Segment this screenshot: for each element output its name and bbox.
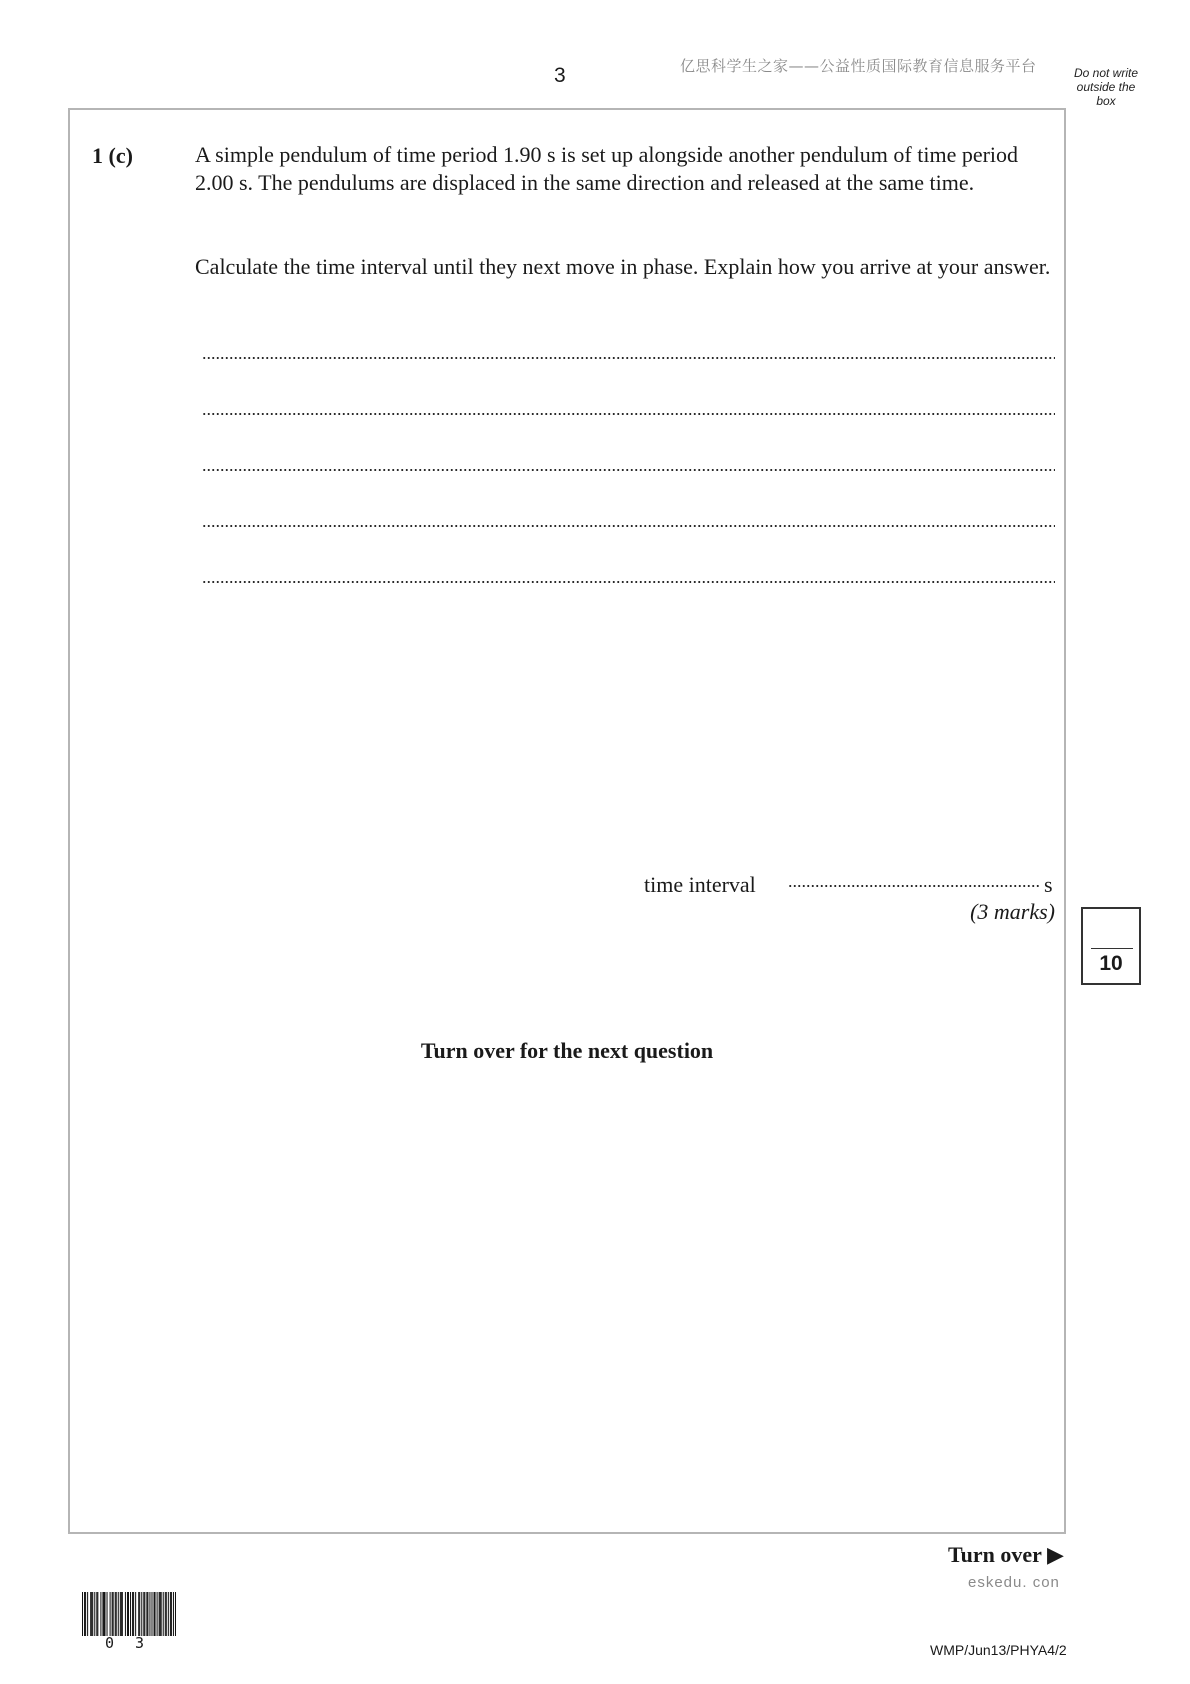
page-code: 0 3: [105, 1634, 151, 1652]
answer-line[interactable]: [202, 355, 1055, 361]
watermark-text: 亿思科学生之家——公益性质国际教育信息服务平台: [680, 57, 1037, 75]
answer-line[interactable]: [202, 579, 1055, 585]
time-interval-unit: s: [1044, 872, 1053, 897]
answer-line[interactable]: [202, 411, 1055, 417]
margin-note: Do not write outside the box: [1073, 66, 1139, 108]
paper-reference: WMP/Jun13/PHYA4/2: [930, 1642, 1067, 1658]
turn-over-next-question: Turn over for the next question: [420, 1038, 714, 1063]
barcode-icon: [82, 1592, 176, 1636]
answer-area-border: [68, 108, 1066, 1534]
time-interval-answer-field[interactable]: [788, 883, 1040, 889]
marks-allocation: (3 marks): [970, 899, 1055, 924]
question-text-1: A simple pendulum of time period 1.90 s is set up alongside another pendulum of time period 2.00 s. The pendulums are displaced in the same direction and released at the same time.: [195, 142, 1019, 195]
question-number: 1 (c): [92, 143, 133, 168]
answer-line[interactable]: [202, 523, 1055, 529]
question-text-2: Calculate the time interval until they next move in phase. Explain how you arrive at your answer.: [195, 254, 1051, 279]
score-total: 10: [1099, 952, 1123, 975]
time-interval-label: time interval: [644, 872, 756, 897]
site-watermark: eskedu. con: [968, 1574, 1060, 1591]
page-number: 3: [554, 64, 566, 87]
answer-line[interactable]: [202, 467, 1055, 473]
score-divider: [1091, 948, 1133, 949]
turn-over-label: Turn over ▶: [948, 1542, 1064, 1567]
